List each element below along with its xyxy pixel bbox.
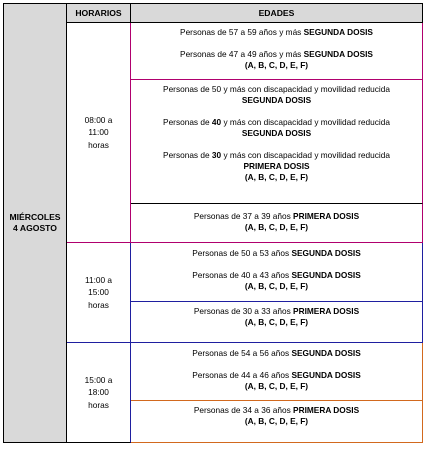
age-group-line: Personas de 50 a 53 años SEGUNDA DOSIS	[192, 248, 361, 258]
age-group-line: Personas de 34 a 36 años PRIMERA DOSIS	[193, 405, 360, 415]
time-start: 15:00 a	[84, 374, 113, 385]
header-edades: EDADES	[131, 3, 423, 23]
day-cell	[3, 3, 67, 443]
dose-label: SEGUNDA DOSIS	[241, 95, 312, 105]
age-group-line: Personas de 57 a 59 años y más SEGUNDA DOSIS	[180, 27, 373, 37]
age-group-line: Personas de 47 a 49 años y más SEGUNDA DOSIS	[180, 49, 373, 59]
letter-groups: (A, B, C, D, E, F)	[244, 381, 309, 391]
time-cell-slot2	[67, 243, 131, 343]
age-group-cell	[131, 204, 423, 243]
time-end: 15:00	[88, 287, 109, 298]
dose-label: SEGUNDA DOSIS	[241, 128, 312, 138]
letter-groups: (A, B, C, D, E, F)	[244, 60, 309, 70]
age-group-cell	[131, 401, 423, 443]
letter-groups: (A, B, C, D, E, F)	[244, 281, 309, 291]
letter-groups: (A, B, C, D, E, F)	[244, 416, 309, 426]
age-group-line: Personas de 40 y más con discapacidad y movilidad reducida	[163, 117, 390, 127]
age-group-line: Personas de 37 a 39 años PRIMERA DOSIS	[193, 211, 360, 221]
time-start: 08:00 a	[84, 114, 113, 125]
letter-groups: (A, B, C, D, E, F)	[244, 222, 309, 232]
day-name: MIÉRCOLES	[9, 212, 61, 222]
age-group-line: Personas de 30 y más con discapacidad y movilidad reducida	[163, 150, 390, 160]
time-start: 11:00 a	[84, 274, 113, 285]
age-group-cell	[131, 302, 423, 343]
age-group-line: Personas de 40 a 43 años SEGUNDA DOSIS	[192, 270, 361, 280]
age-group-line: Personas de 54 a 56 años SEGUNDA DOSIS	[192, 348, 361, 358]
time-end: 11:00	[88, 127, 109, 138]
age-group-cell	[131, 23, 423, 80]
time-unit: horas	[88, 139, 109, 150]
time-unit: horas	[88, 299, 109, 310]
letter-groups: (A, B, C, D, E, F)	[244, 317, 309, 327]
letter-groups: (A, B, C, D, E, F)	[244, 172, 309, 182]
age-group-line: Personas de 30 a 33 años PRIMERA DOSIS	[193, 306, 360, 316]
age-group-line: Personas de 44 a 46 años SEGUNDA DOSIS	[192, 370, 361, 380]
time-unit: horas	[88, 399, 109, 410]
age-group-cell	[131, 80, 423, 204]
time-cell-slot1	[67, 23, 131, 243]
time-cell-slot3	[67, 343, 131, 443]
dose-label: PRIMERA DOSIS	[243, 161, 310, 171]
age-group-line: Personas de 50 y más con discapacidad y movilidad reducida	[163, 84, 390, 94]
header-horarios: HORARIOS	[67, 3, 131, 23]
age-group-cell	[131, 343, 423, 401]
time-end: 18:00	[88, 387, 109, 398]
age-group-cell	[131, 243, 423, 302]
day-date: 4 AGOSTO	[13, 223, 57, 233]
